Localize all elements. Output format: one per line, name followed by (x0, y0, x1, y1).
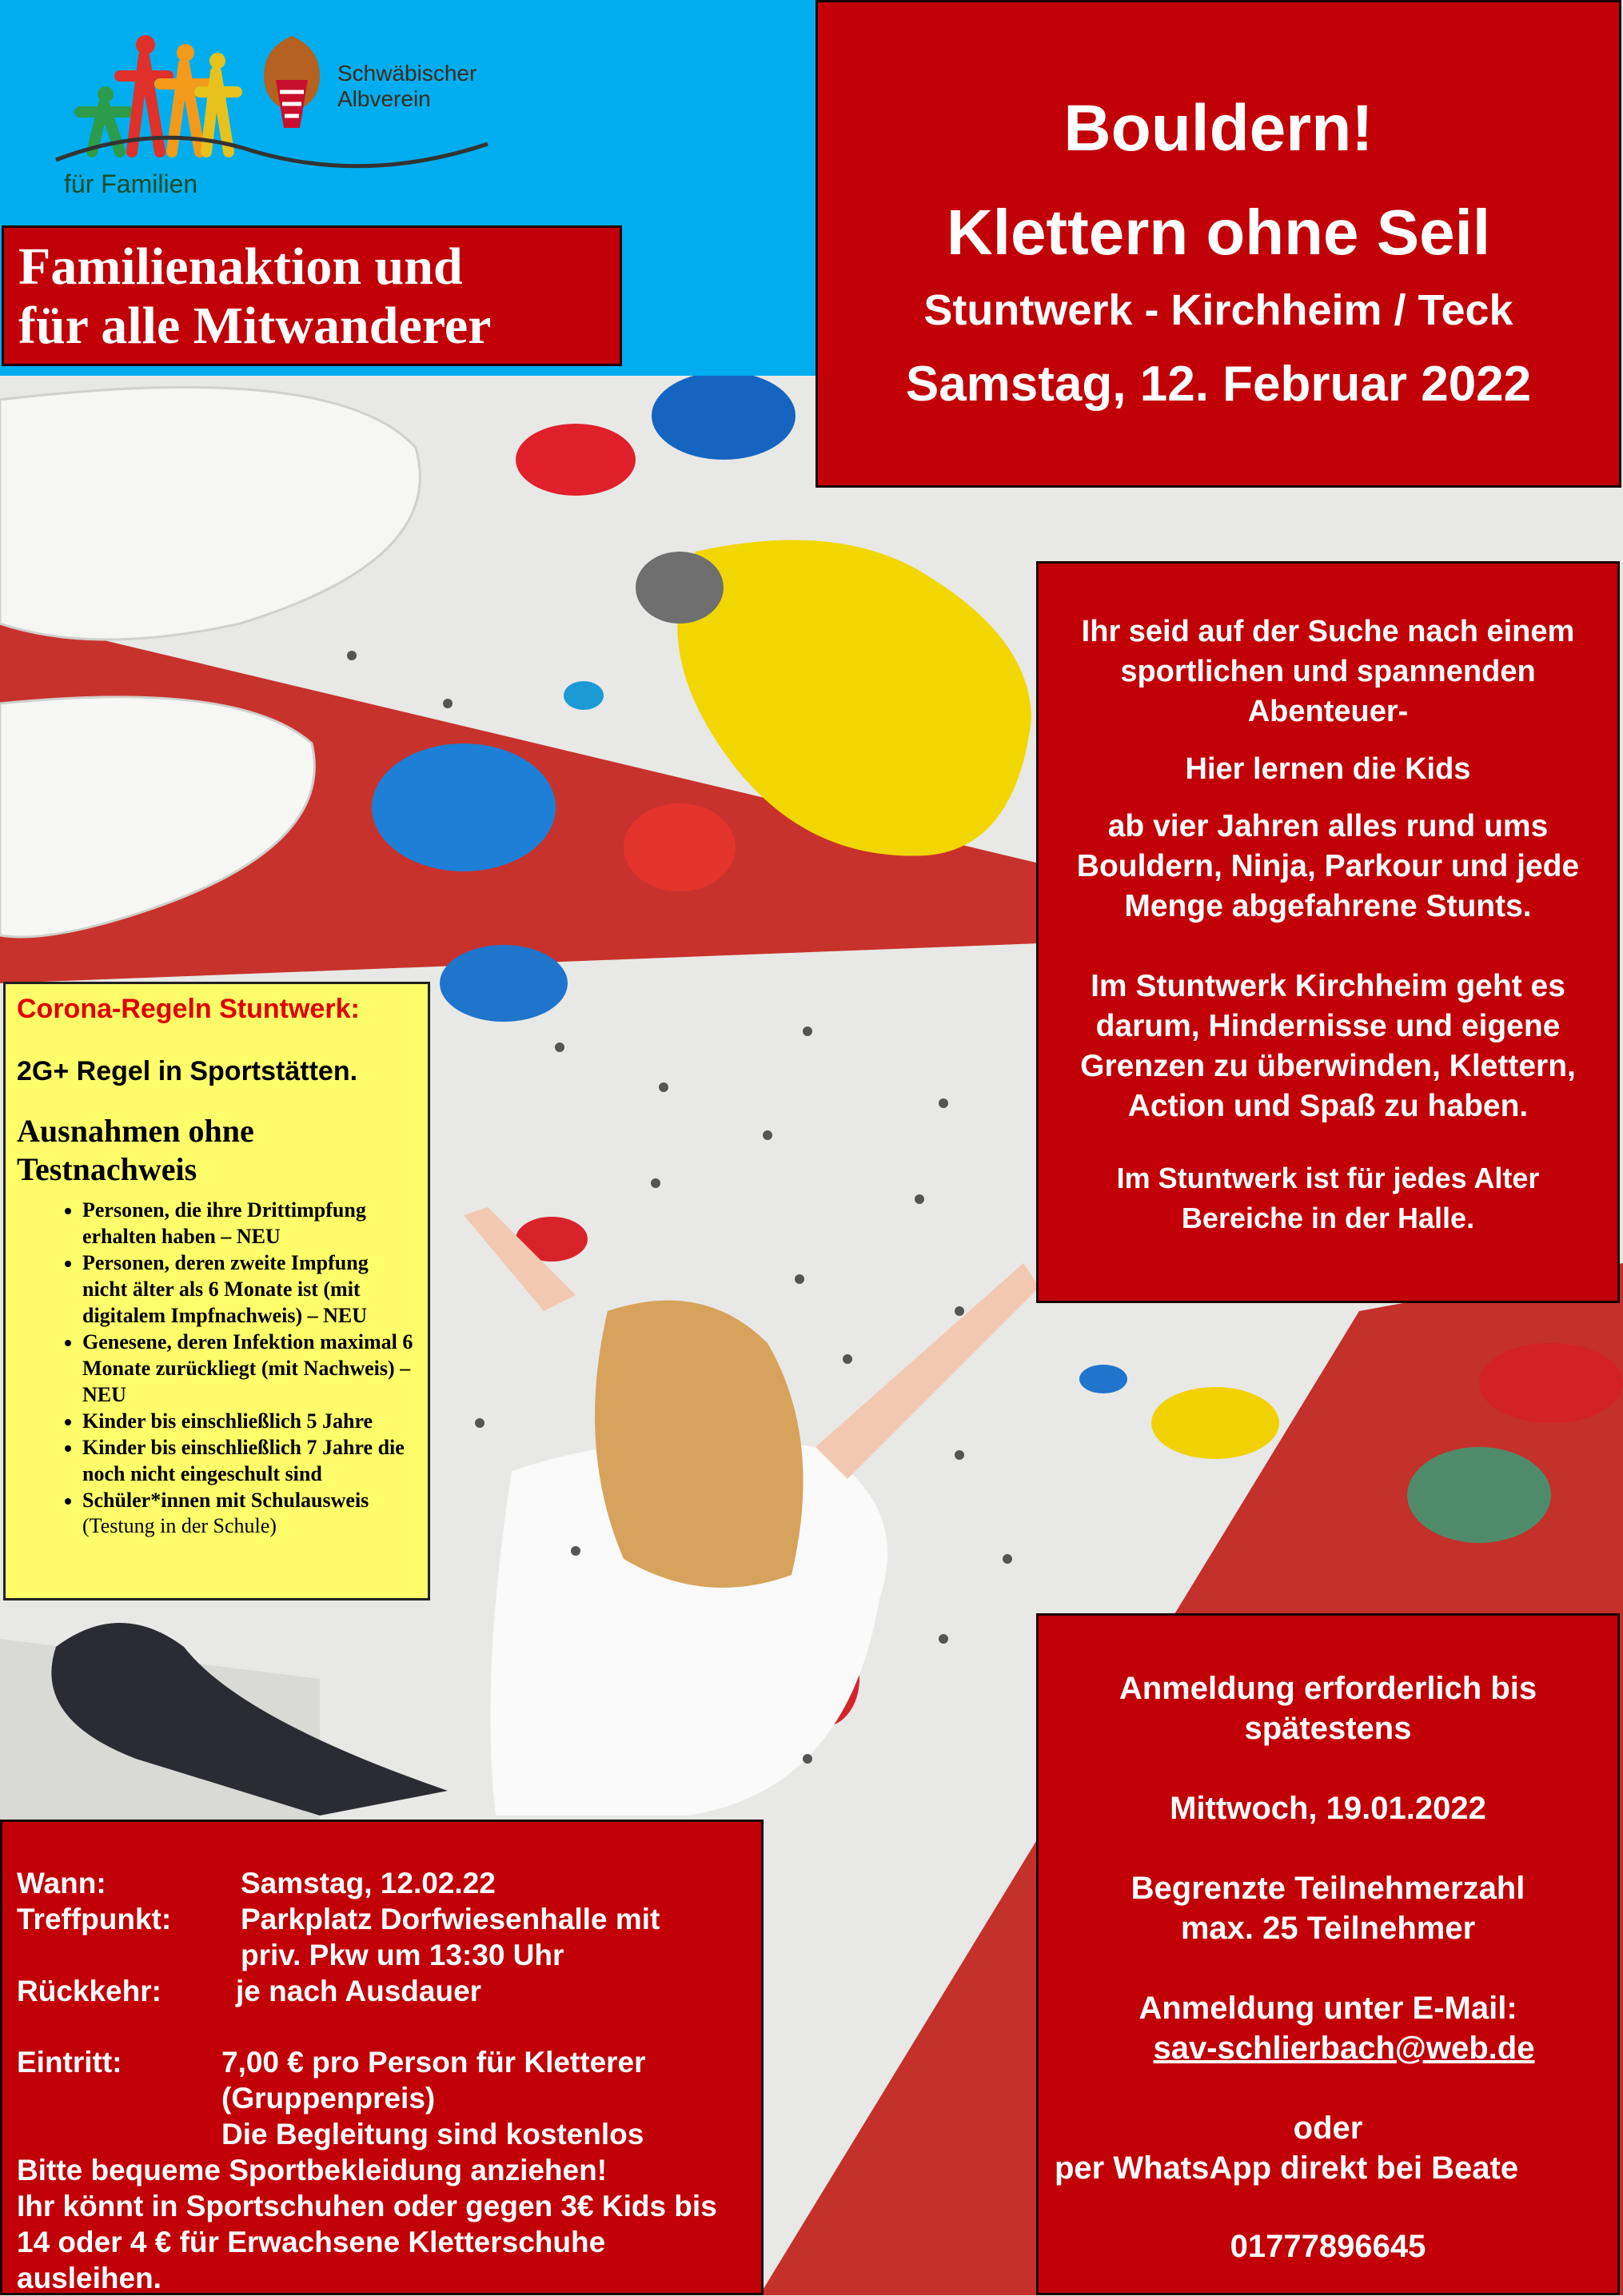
title-date: Samstag, 12. Februar 2022 (905, 357, 1532, 412)
info-note2: Ihr könnt in Sportschuhen oder gegen 3€ Kids bis 14 oder 4 € für Erwachsene Kletterschuhe ausleihen. (17, 2190, 717, 2294)
corona-heading: Corona-Regeln Stuntwerk: (17, 994, 360, 1024)
info-row-eintritt (17, 2044, 747, 2152)
exception-item: • Schüler*innen mit Schulausweis (82, 1487, 417, 1513)
albverein-line1: Schwäbischer (337, 61, 477, 86)
familien-label: für Familien (64, 169, 198, 198)
description-box (1036, 561, 1620, 1303)
wann-label: Wann: (17, 1867, 106, 1899)
wann-value: Samstag, 12.02.22 (241, 1867, 496, 1899)
info-note1: Bitte bequeme Sportbekleidung anziehen! (17, 2154, 608, 2186)
desc-p1: Ihr seid auf der Suche nach einem sportlichen und spannenden Abenteuer- (1081, 615, 1575, 728)
reg-email-label: Anmeldung unter E-Mail: (1138, 1991, 1517, 2026)
exception-item: • Genesene, deren Infektion maximal 6 Monate zurückliegt (mit Nachweis) – NEU (82, 1329, 417, 1408)
albverein-line2: Albverein (337, 86, 431, 111)
desc-p4: Im Stuntwerk Kirchheim geht es darum, Hindernisse und eigene Grenzen zu überwinden, Klettern, Action und Spaß zu haben. (1080, 969, 1576, 1123)
exceptions-heading: Ausnahmen ohne Testnachweis (17, 1113, 254, 1187)
reg-whatsapp: per WhatsApp direkt bei Beate (1055, 2151, 1519, 2186)
treff-value1: Parkplatz Dorfwiesenhalle mit (241, 1903, 660, 1935)
desc-p5: Im Stuntwerk ist für jedes Alter Bereiche in der Halle. (1116, 1162, 1540, 1234)
desc-p2: Hier lernen die Kids (1185, 752, 1471, 786)
registration-box (1036, 1613, 1620, 2295)
info-row-treffpunkt (17, 1901, 747, 1973)
reg-deadline-date: Mittwoch, 19.01.2022 (1170, 1791, 1486, 1826)
albverein-label (337, 61, 477, 112)
exception-note: (Testung in der Schule) (82, 1514, 277, 1537)
rueck-label: Rückkehr: (17, 1975, 162, 2007)
info-row-wann (17, 1865, 747, 1901)
event-info-box (0, 1820, 764, 2295)
reg-email-link[interactable]: sav-schlierbach@web.de (1153, 2031, 1535, 2066)
info-row-rueckkehr (17, 1973, 747, 2009)
family-action-box (2, 225, 622, 366)
exceptions-list (17, 1197, 417, 1513)
corona-rules-box (3, 982, 430, 1600)
treff-value2: priv. Pkw um 13:30 Uhr (241, 1939, 564, 1971)
title-bouldern: Bouldern! (1063, 92, 1374, 165)
family-line2: für alle Mitwanderer (18, 297, 492, 355)
reg-oder: oder (1293, 2111, 1363, 2146)
exception-item: • Kinder bis einschließlich 7 Jahre die noch nicht eingeschult sind (82, 1434, 417, 1487)
corona-rule: 2G+ Regel in Sportstätten. (17, 1056, 358, 1086)
family-line1: Familienaktion und (18, 237, 463, 296)
title-klettern: Klettern ohne Seil (946, 197, 1491, 268)
exception-item: • Kinder bis einschließlich 5 Jahre (82, 1408, 417, 1434)
exception-item: • Personen, deren zweite Impfung nicht älter als 6 Monate ist (mit digitalem Impfnachweis) – NEU (82, 1250, 417, 1329)
title-location: Stuntwerk - Kirchheim / Teck (923, 286, 1513, 334)
rueck-value: je nach Ausdauer (236, 1975, 482, 2007)
reg-limit2: max. 25 Teilnehmer (1180, 1911, 1476, 1946)
desc-p3: ab vier Jahren alles rund ums Bouldern, Ninja, Parkour und jede Menge abgefahrene Stunts. (1076, 809, 1580, 923)
reg-phone: 01777896645 (1230, 2229, 1426, 2264)
reg-limit1: Begrenzte Teilnehmerzahl (1131, 1871, 1525, 1906)
eintritt-label: Eintritt: (17, 2046, 122, 2079)
treff-label: Treffpunkt: (17, 1903, 172, 1935)
eintritt-value3: Die Begleitung sind kostenlos (221, 2118, 644, 2151)
title-box (815, 0, 1621, 488)
eintritt-value2: (Gruppenpreis) (221, 2082, 436, 2115)
eintritt-value1: 7,00 € pro Person für Kletterer (221, 2046, 646, 2079)
albverein-logo-icon (256, 32, 328, 136)
reg-deadline-label: Anmeldung erforderlich bis spätestens (1119, 1671, 1537, 1746)
exception-item: • Personen, die ihre Drittimpfung erhalten haben – NEU (82, 1197, 417, 1250)
